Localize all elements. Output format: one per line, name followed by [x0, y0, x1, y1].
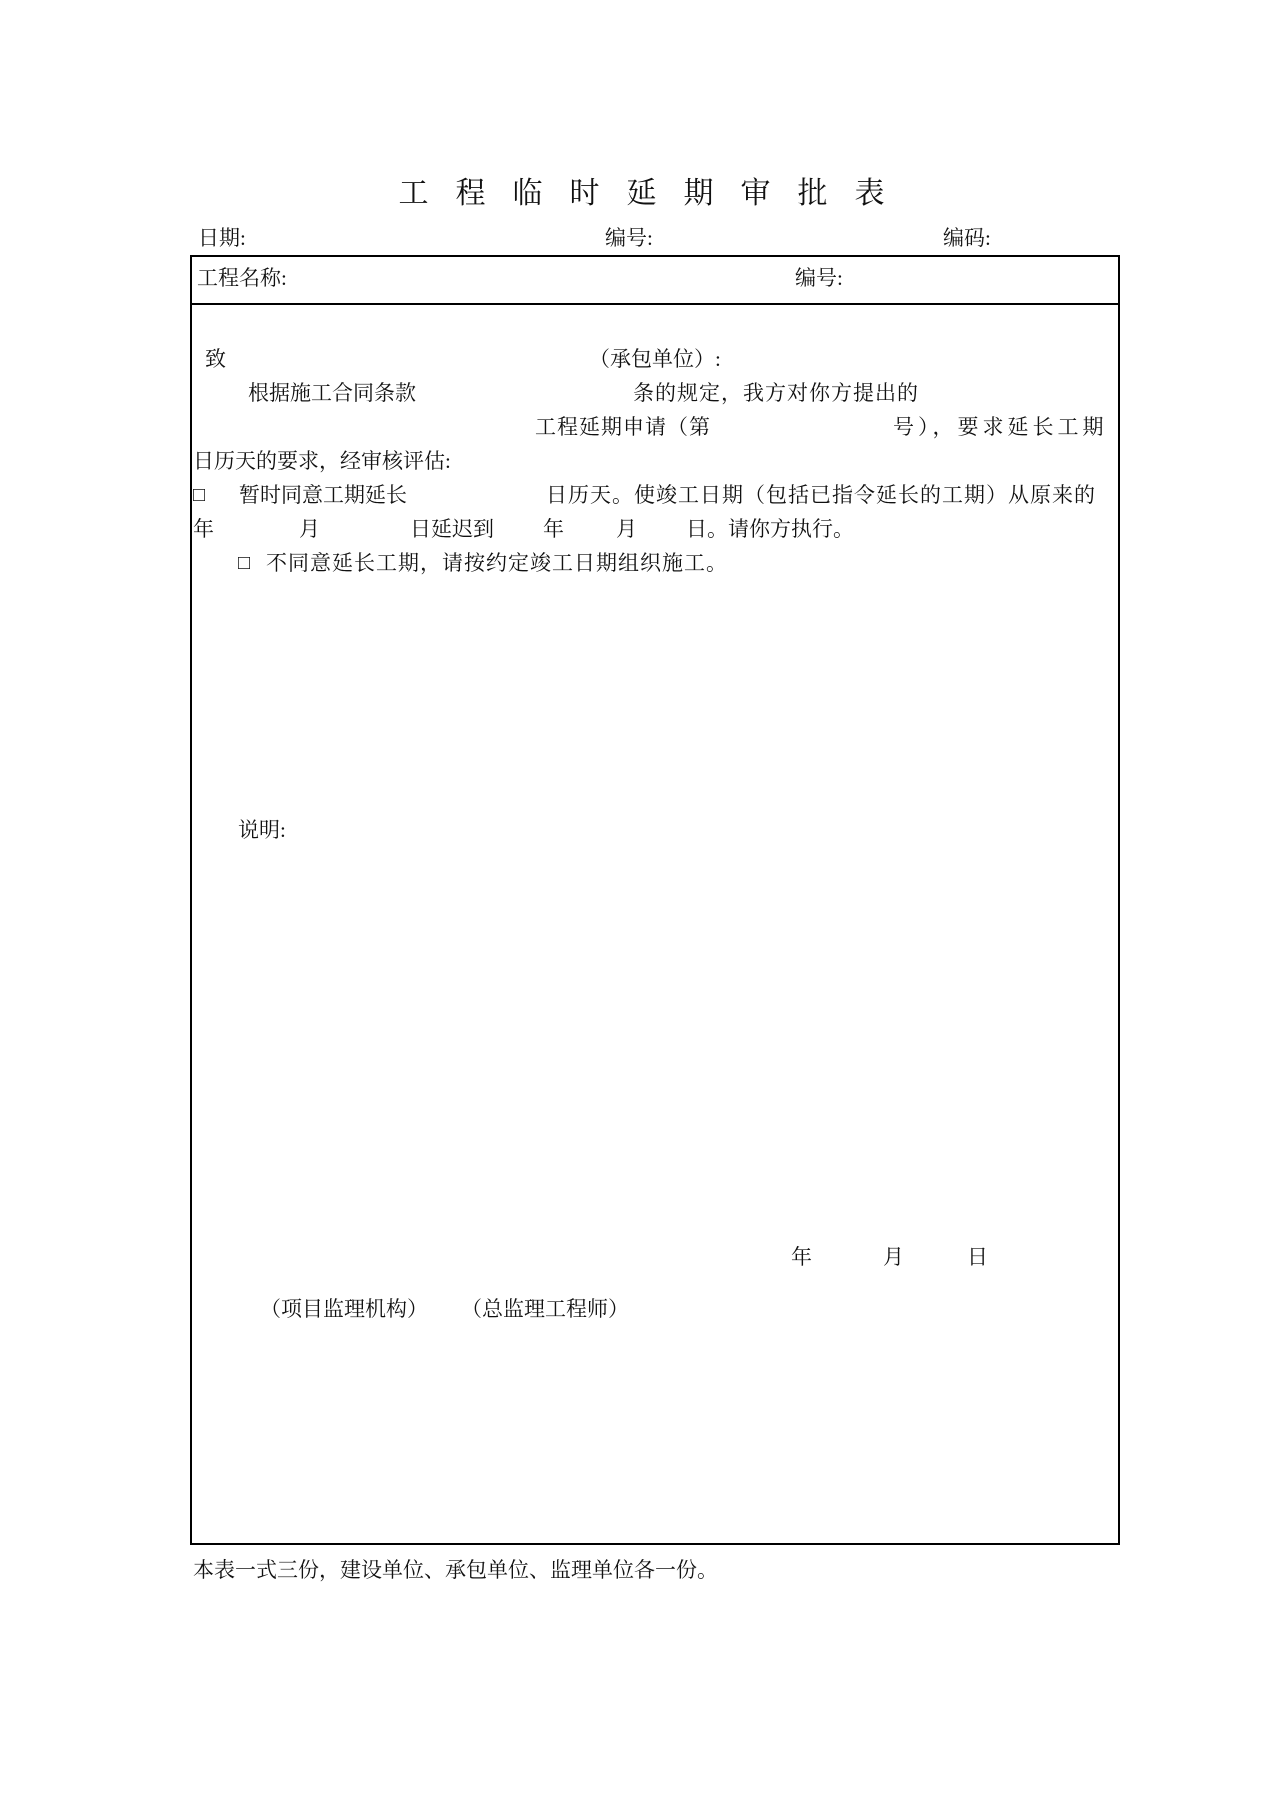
defer-exec-label: 日。请你方执行。 [686, 517, 854, 541]
agree-prefix-text: 暂时同意工期延长 [239, 483, 407, 507]
clause-prefix-text: 根据施工合同条款 [248, 381, 416, 405]
serial-label: 编号: [605, 226, 653, 250]
footer-note: 本表一式三份，建设单位、承包单位、监理单位各一份。 [193, 1558, 718, 1582]
supervision-org-label: （项目监理机构） [260, 1297, 428, 1321]
to-label: 致 [205, 347, 226, 371]
defer-month2-label: 月 [616, 517, 637, 541]
defer-year1-label: 年 [193, 517, 214, 541]
sign-month-label: 月 [883, 1245, 904, 1269]
agree-checkbox[interactable]: □ [193, 484, 206, 506]
header-row-divider [190, 303, 1120, 305]
defer-day-label: 日延迟到 [410, 517, 494, 541]
chief-engineer-label: （总监理工程师） [461, 1297, 629, 1321]
defer-month1-label: 月 [299, 517, 320, 541]
page-title: 工程临时延期审批表 [398, 177, 912, 210]
sign-day-label: 日 [967, 1245, 988, 1269]
agree-suffix-text: 日历天。使竣工日期（包括已指令延长的工期）从原来的 [546, 483, 1096, 507]
project-serial-label: 编号: [795, 266, 843, 290]
review-line-text: 日历天的要求，经审核评估: [193, 449, 451, 473]
disagree-checkbox[interactable]: □ [238, 552, 251, 574]
clause-suffix-text: 条的规定，我方对你方提出的 [633, 381, 919, 405]
code-label: 编码: [943, 226, 991, 250]
note-label: 说明: [238, 818, 286, 842]
contractor-label: （承包单位）: [589, 347, 721, 371]
sign-year-label: 年 [791, 1245, 812, 1269]
project-name-label: 工程名称: [197, 266, 287, 290]
request-suffix-text: 号），要求延长工期 [893, 415, 1108, 439]
request-prefix-text: 工程延期申请（第 [535, 415, 711, 439]
date-label: 日期: [198, 226, 246, 250]
disagree-text: 不同意延长工期，请按约定竣工日期组织施工。 [266, 551, 728, 575]
defer-year2-label: 年 [543, 517, 564, 541]
